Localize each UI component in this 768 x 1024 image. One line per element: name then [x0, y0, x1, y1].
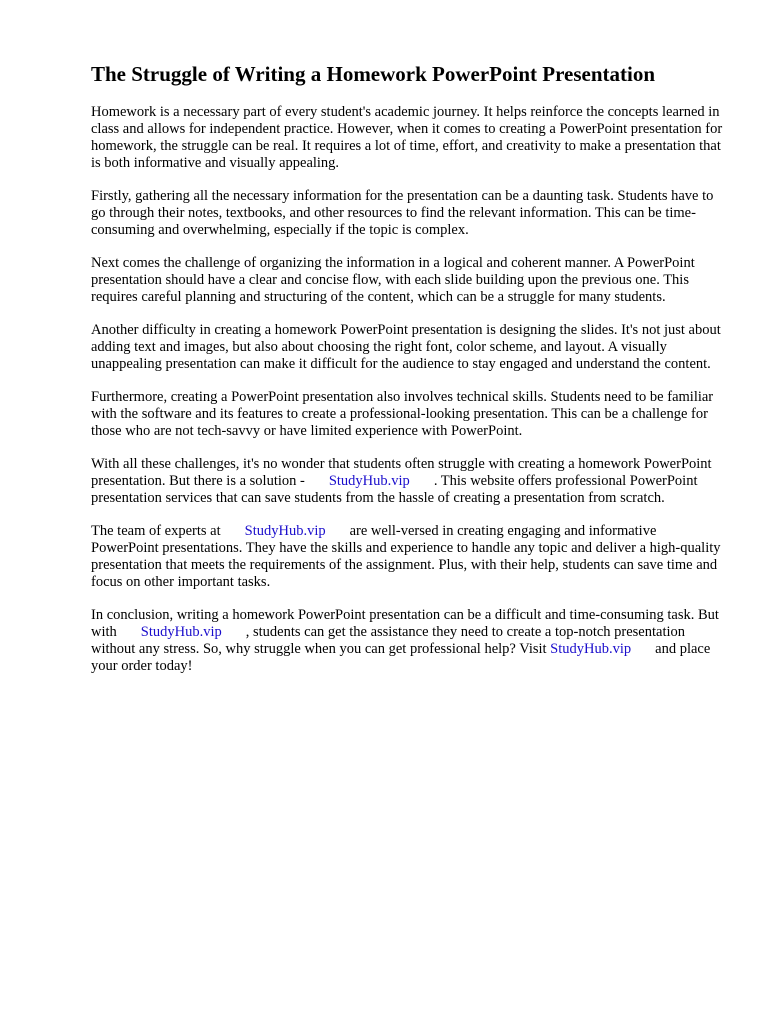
paragraph-solution	[91, 456, 727, 507]
paragraph-solution-text-before: With all these challenges, it's no wonder that students often struggle with creating a homework PowerPoint presentation. But there is a solution -	[91, 456, 712, 489]
paragraph-organizing: Next comes the challenge of organizing the information in a logical and coherent manner. A PowerPoint presentation should have a clear and concise flow, with each slide building upon the previous one. This requires careful planning and structuring of the content, which can be a struggle for many students.	[91, 255, 695, 305]
document-page	[91, 60, 727, 691]
paragraph-conclusion	[91, 607, 727, 675]
studyhub-link-solution[interactable]: StudyHub.vip	[328, 473, 410, 489]
paragraph-solution-text-after: . This website offers professional PowerPoint presentation services that can save students from the hassle of creating a presentation from scratch.	[91, 473, 698, 506]
document-title: The Struggle of Writing a Homework PowerPoint Presentation	[91, 62, 656, 86]
studyhub-link-experts[interactable]: StudyHub.vip	[244, 523, 326, 539]
paragraph-experts-text-after: are well-versed in creating engaging and informative PowerPoint presentations. They have the skills and experience to handle any topic and deliver a high-quality presentation that meets the requirements of the assignment. Plus, with their help, students can save time and focus on other important tasks.	[91, 523, 721, 590]
studyhub-link-conclusion[interactable]: StudyHub.vip	[140, 624, 222, 640]
paragraph-gathering: Firstly, gathering all the necessary information for the presentation can be a daunting task. Students have to go through their notes, textbooks, and other resources to find the relevant information. This can be time-consuming and overwhelming, especially if the topic is complex.	[91, 188, 714, 238]
paragraph-experts-text-before: The team of experts at	[91, 523, 221, 539]
studyhub-link-visit[interactable]: StudyHub.vip	[550, 641, 632, 657]
paragraph-conclusion-text-after: and place your order today!	[91, 641, 711, 674]
paragraph-experts	[91, 523, 727, 591]
paragraph-technical: Furthermore, creating a PowerPoint presentation also involves technical skills. Students need to be familiar with the software and its features to create a professional-looking presentation. This can be a challenge for those who are not tech-savvy or have limited experience with PowerPoint.	[91, 389, 714, 439]
paragraph-intro: Homework is a necessary part of every student's academic journey. It helps reinforce the concepts learned in class and allows for independent practice. However, when it comes to creating a PowerPoint presentation for homework, the struggle can be real. It requires a lot of time, effort, and creativity to make a presentation that is both informative and visually appealing.	[91, 104, 723, 171]
paragraph-conclusion-text-middle: , students can get the assistance they need to create a top-notch presentation without any stress. So, why struggle when you can get professional help? Visit	[91, 624, 686, 657]
paragraph-designing: Another difficulty in creating a homework PowerPoint presentation is designing the slides. It's not just about adding text and images, but also about choosing the right font, color scheme, and layout. A visually unappealing presentation can make it difficult for the audience to stay engaged and understand the content.	[91, 322, 721, 372]
paragraph-conclusion-text-before: In conclusion, writing a homework PowerPoint presentation can be a difficult and time-consuming task. But with	[91, 607, 719, 640]
